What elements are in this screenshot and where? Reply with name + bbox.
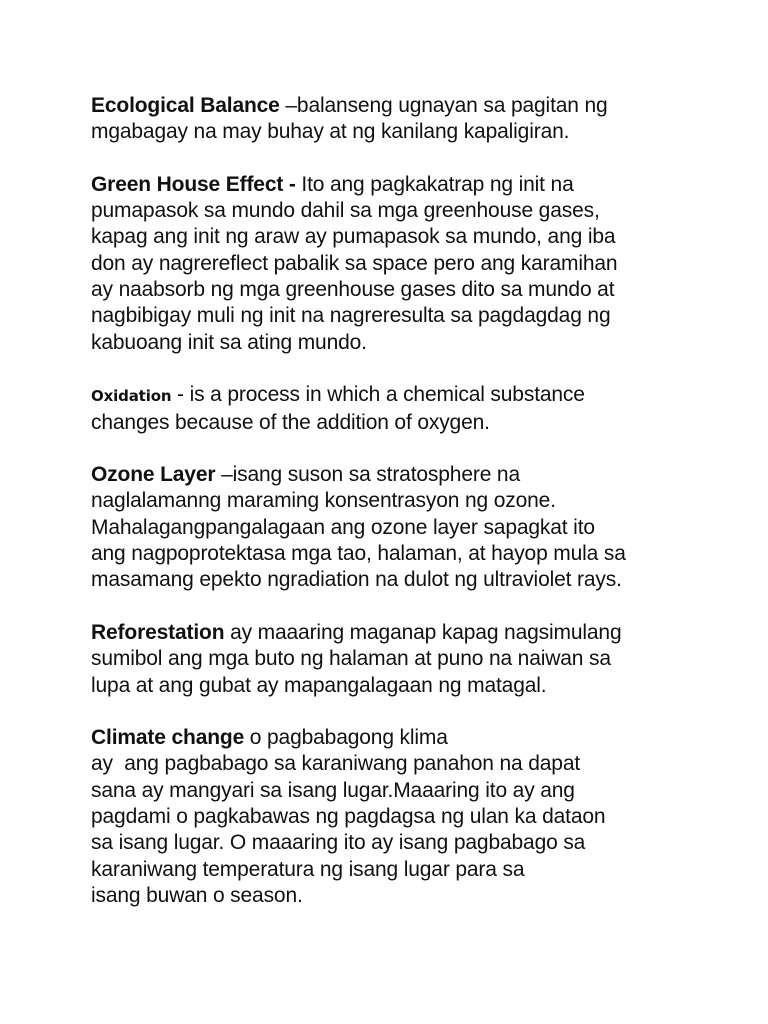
entry-term: Ecological Balance [91,94,280,117]
glossary-entry-ozone-layer [91,462,711,593]
entry-definition-line: isang buwan o season. [91,883,303,907]
entry-line [91,93,711,119]
entry-definition-line: pumapasok sa mundo dahil sa mga greenhouse gases, [91,199,600,223]
entry-definition-line: pagdami o pagkabawas ng pagdagsa ng ulan ka dataon [91,805,606,829]
entry-definition-line: Ito ang pagkakatrap ng init na [295,172,574,196]
glossary-entry-climate-change [91,725,711,909]
entry-definition-line: ay ang pagbabago sa karaniwang panahon na dapat [91,752,581,776]
entry-definition-line: kabuoang init sa ating mundo. [91,330,367,354]
entry-line [91,725,711,751]
entry-definition-line: sumibol ang mga buto ng halaman at puno na naiwan sa [91,647,611,671]
entry-line [91,462,711,488]
entry-definition-line: masamang epekto ngradiation na dulot ng ultraviolet rays. [91,568,622,592]
entry-term: Green House Effect - [91,172,296,196]
entry-term: Ozone Layer [91,463,216,487]
entry-definition-line: Mahalagangpangalagaan ang ozone layer sapagkat ito [91,515,595,539]
entry-definition-line: –isang suson sa stratosphere na [215,463,520,487]
glossary-content [91,93,711,936]
entry-definition-line: changes because of the addition of oxygen. [91,410,490,434]
entry-line [91,382,711,409]
entry-definition-line: –balanseng ugnayan sa pagitan ng [285,94,608,117]
entry-definition-line: - is a process in which a chemical substance [171,383,585,407]
entry-definition-line: mgabagay na may buhay at ng kanilang kapaligiran. [91,120,570,144]
entry-definition-line: lupa at ang gubat ay mapangalagaan ng matagal. [91,673,547,697]
entry-term: Reforestation [91,620,225,644]
entry-definition-line: ay naabsorb ng mga greenhouse gases dito sa mundo at [91,278,615,302]
entry-definition-line: o pagbabagong klima [244,726,448,750]
glossary-entry-green-house-effect [91,172,711,356]
entry-line [91,620,711,646]
entry-term: Climate change [91,726,245,750]
entry-definition-line: kapag ang init ng araw ay pumapasok sa mundo, ang iba [91,225,616,249]
glossary-entry-reforestation [91,620,711,699]
entry-definition-line: sana ay mangyari sa isang lugar.Maaaring ito ay ang [91,778,575,802]
entry-definition-line: ang nagpoprotektasa mga tao, halaman, at hayop mula sa [91,542,626,566]
entry-definition-line: nagbibigay muli ng init na nagreresulta sa pagdagdag ng [91,304,611,328]
entry-definition-line: karaniwang temperatura ng isang lugar para sa [91,857,525,881]
entry-term: Oxidation [91,387,172,406]
entry-definition-line: ay maaaring maganap kapag nagsimulang [224,620,622,644]
glossary-entry-ecological-balance [91,93,711,146]
entry-definition-line: naglalamanng maraming konsentrasyon ng ozone. [91,489,556,513]
glossary-entry-oxidation [91,382,711,436]
entry-line [91,172,711,198]
entry-definition-line: don ay nagrereflect pabalik sa space pero ang karamihan [91,251,618,275]
entry-definition-line: sa isang lugar. O maaaring ito ay isang pagbabago sa [91,831,586,855]
